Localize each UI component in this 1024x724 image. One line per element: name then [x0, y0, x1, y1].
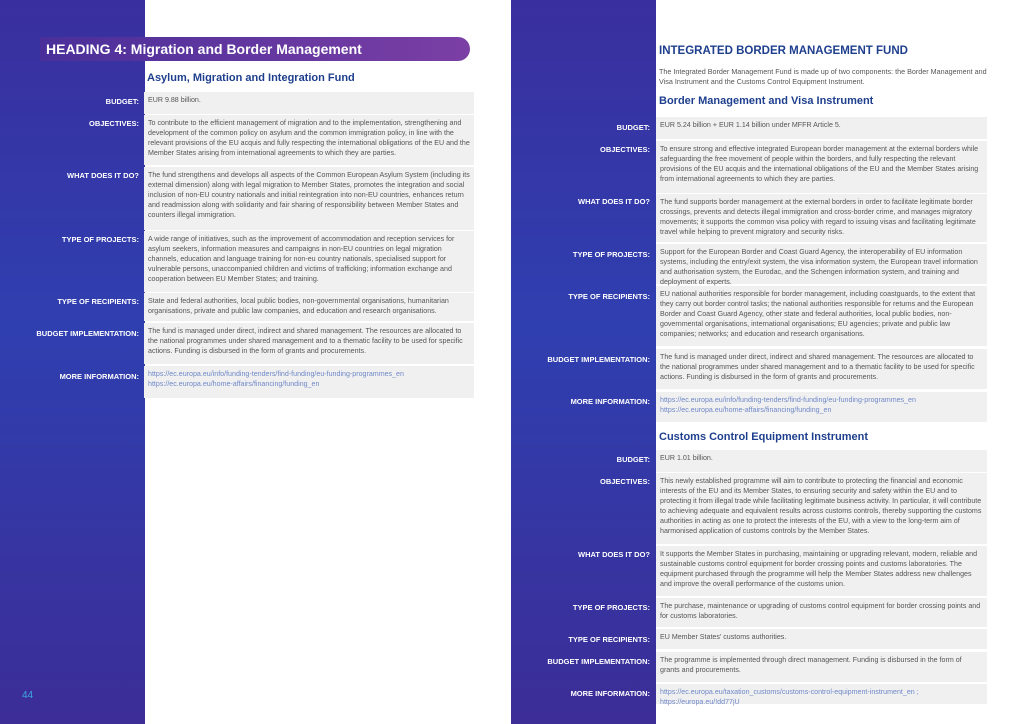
row-label: BUDGET: [105, 97, 139, 106]
ibmf-intro: The Integrated Border Management Fund is made up of two components: the Border Management and Visa Instrument and the Customs Control Equipment Instrument. [659, 67, 987, 86]
row-label: OBJECTIVES: [599, 145, 650, 154]
funding-programmes-link[interactable]: https://ec.europa.eu/info/funding-tenders/find-funding/eu-funding-programmes_en [660, 396, 916, 404]
row-label: TYPE OF RECIPIENTS: [568, 635, 650, 644]
row-value: To ensure strong and effective integrated European border management at the external borders while safeguarding the free movement of people within the borders, and fully respecting the relevant provisions of the EU acquis and the international obligations of the EU and the Member States arising from international agreements to which they are parties. [656, 141, 987, 193]
row-value: It supports the Member States in purchasing, maintaining or upgrading relevant, modern, reliable and sustainable customs control equipment for border crossing points and customs laboratories. The equipment purchased through the programme will help the Member States address new challenges and improve the overall performance of the customs union. [656, 546, 987, 596]
heading-banner: HEADING 4: Migration and Border Management [40, 37, 470, 61]
row-label: MORE INFORMATION: [570, 397, 650, 406]
row-label: BUDGET IMPLEMENTATION: [547, 355, 650, 364]
row-value: EUR 1.01 billion. [656, 450, 987, 472]
row-label: BUDGET IMPLEMENTATION: [547, 657, 650, 666]
row-value: A wide range of initiatives, such as the improvement of accommodation and reception services for asylum seekers, information measures and campaigns in non-EU countries on legal migration channels, education and language training for non-eu country nationals, specialised support for vulnerable persons, unaccompanied children and victims of trafficking; information exchange and cooperation between EU Member States; and training. [144, 231, 474, 292]
row-label: OBJECTIVES: [88, 119, 139, 128]
ibmf-title: INTEGRATED BORDER MANAGEMENT FUND [659, 45, 908, 57]
row-label: TYPE OF PROJECTS: [572, 603, 650, 612]
row-label: TYPE OF PROJECTS: [572, 250, 650, 259]
row-value: The fund is managed under direct, indirect and shared management. The resources are allocated to the national programmes under shared management and to a thematic facility to be used for specific actions. Funding is disbursed in the form of grants and procurements. [144, 323, 474, 364]
row-value: To contribute to the efficient management of migration and to the implementation, strengthening and development of the common policy on asylum and the common immigration policy, in line with the relevant provisions of the EU acquis and fully respecting the international obligations of the EU and the Member States arising from international agreements to which they are parties. [144, 115, 474, 165]
row-label: BUDGET: [616, 455, 650, 464]
row-label: BUDGET: [616, 123, 650, 132]
home-affairs-link[interactable]: https://ec.europa.eu/home-affairs/financing/funding_en [148, 380, 320, 388]
row-label: TYPE OF PROJECTS: [61, 235, 139, 244]
row-label: OBJECTIVES: [599, 477, 650, 486]
row-label: TYPE OF RECIPIENTS: [568, 292, 650, 301]
row-value: EUR 9.88 billion. [144, 92, 474, 114]
row-label: MORE INFORMATION: [570, 689, 650, 698]
row-value: EUR 5.24 billion + EUR 1.14 billion under MFFR Article 5. [656, 117, 987, 139]
more-info-links [656, 684, 987, 704]
row-value: The fund strengthens and develops all aspects of the Common European Asylum System (including its external dimension) along with legal migration to Member States, promotes the integration and social inclusion of non-EU country nationals and initial reintegration into non-EU countries, enhances return and readmission along with solidarity and fair sharing of responsibility between Member States and counters illegal immigration. [144, 167, 474, 230]
row-value: The purchase, maintenance or upgrading of customs control equipment for border crossing points and for customs laboratories. [656, 598, 987, 627]
row-value: Support for the European Border and Coast Guard Agency, the interoperability of EU information systems, including the entry/exit system, the visa information system, the European travel information and authorisation system, the Eurodac, and the Schengen information system, and training and deployment of experts. [656, 244, 987, 284]
row-value: The fund supports border management at the external borders in order to facilitate legitimate border crossings, prevents and detects illegal immigration and cross-border crime, and manages migratory movements; it supports the common visa policy with regard to issuing visas and facilitating legitimate travel while helping to prevent migratory and security risks. [656, 194, 987, 242]
funding-programmes-link[interactable]: https://ec.europa.eu/info/funding-tenders/find-funding/eu-funding-programmes_en [148, 370, 404, 378]
bmvi-title: Border Management and Visa Instrument [659, 95, 874, 107]
more-info-links [656, 392, 987, 422]
row-value: This newly established programme will aim to contribute to protecting the financial and economic interests of the EU and its Member States, to ensuring security and safety within the EU and to protecting it from illegal trade while facilitating legitimate business activity. In particular, it will contribute to achieving adequate and equivalent results across customs controls, thereby supporting the customs authorities in acting as one to protect the interests of the EU, with a view to the long-term aim of harmonised application of customs controls by the Member States. [656, 473, 987, 544]
row-label: WHAT DOES IT DO? [578, 197, 650, 206]
page-number: 44 [22, 690, 34, 701]
row-label: WHAT DOES IT DO? [578, 550, 650, 559]
left-page-blue-band [0, 0, 145, 724]
row-value: EU national authorities responsible for border management, including coastguards, to the extent that they carry out border control tasks; the national authorities responsible for returns and the European Border and Coast Guard Agency, other state and federal authorities, local public bodies, non-governmental organisations, international organisations; EU agencies; private and public law companies; networks; and education and research organisations. [656, 286, 987, 346]
row-value: State and federal authorities, local public bodies, non-governmental organisations, humanitarian organisations, private and public law companies, and education and research organisations. [144, 293, 474, 321]
row-label: MORE INFORMATION: [59, 372, 139, 381]
ccei-title: Customs Control Equipment Instrument [659, 431, 868, 443]
row-value: EU Member States' customs authorities. [656, 629, 987, 649]
row-label: TYPE OF RECIPIENTS: [57, 297, 139, 306]
row-label: WHAT DOES IT DO? [67, 171, 139, 180]
amif-title: Asylum, Migration and Integration Fund [147, 72, 355, 84]
row-value: The programme is implemented through direct management. Funding is disbursed in the form of grants and procurements. [656, 652, 987, 682]
customs-equipment-link[interactable]: https://ec.europa.eu/taxation_customs/customs-control-equipment-instrument_en ; https://europa.eu/!dd77jU [660, 688, 919, 706]
more-info-links [144, 366, 474, 398]
row-label: BUDGET IMPLEMENTATION: [36, 329, 139, 338]
home-affairs-link[interactable]: https://ec.europa.eu/home-affairs/financing/funding_en [660, 406, 832, 414]
row-value: The fund is managed under direct, indirect and shared management. The resources are allocated to the national programmes under shared management and to a thematic facility to be used for specific actions. Funding is disbursed in the form of grants and procurements. [656, 349, 987, 389]
